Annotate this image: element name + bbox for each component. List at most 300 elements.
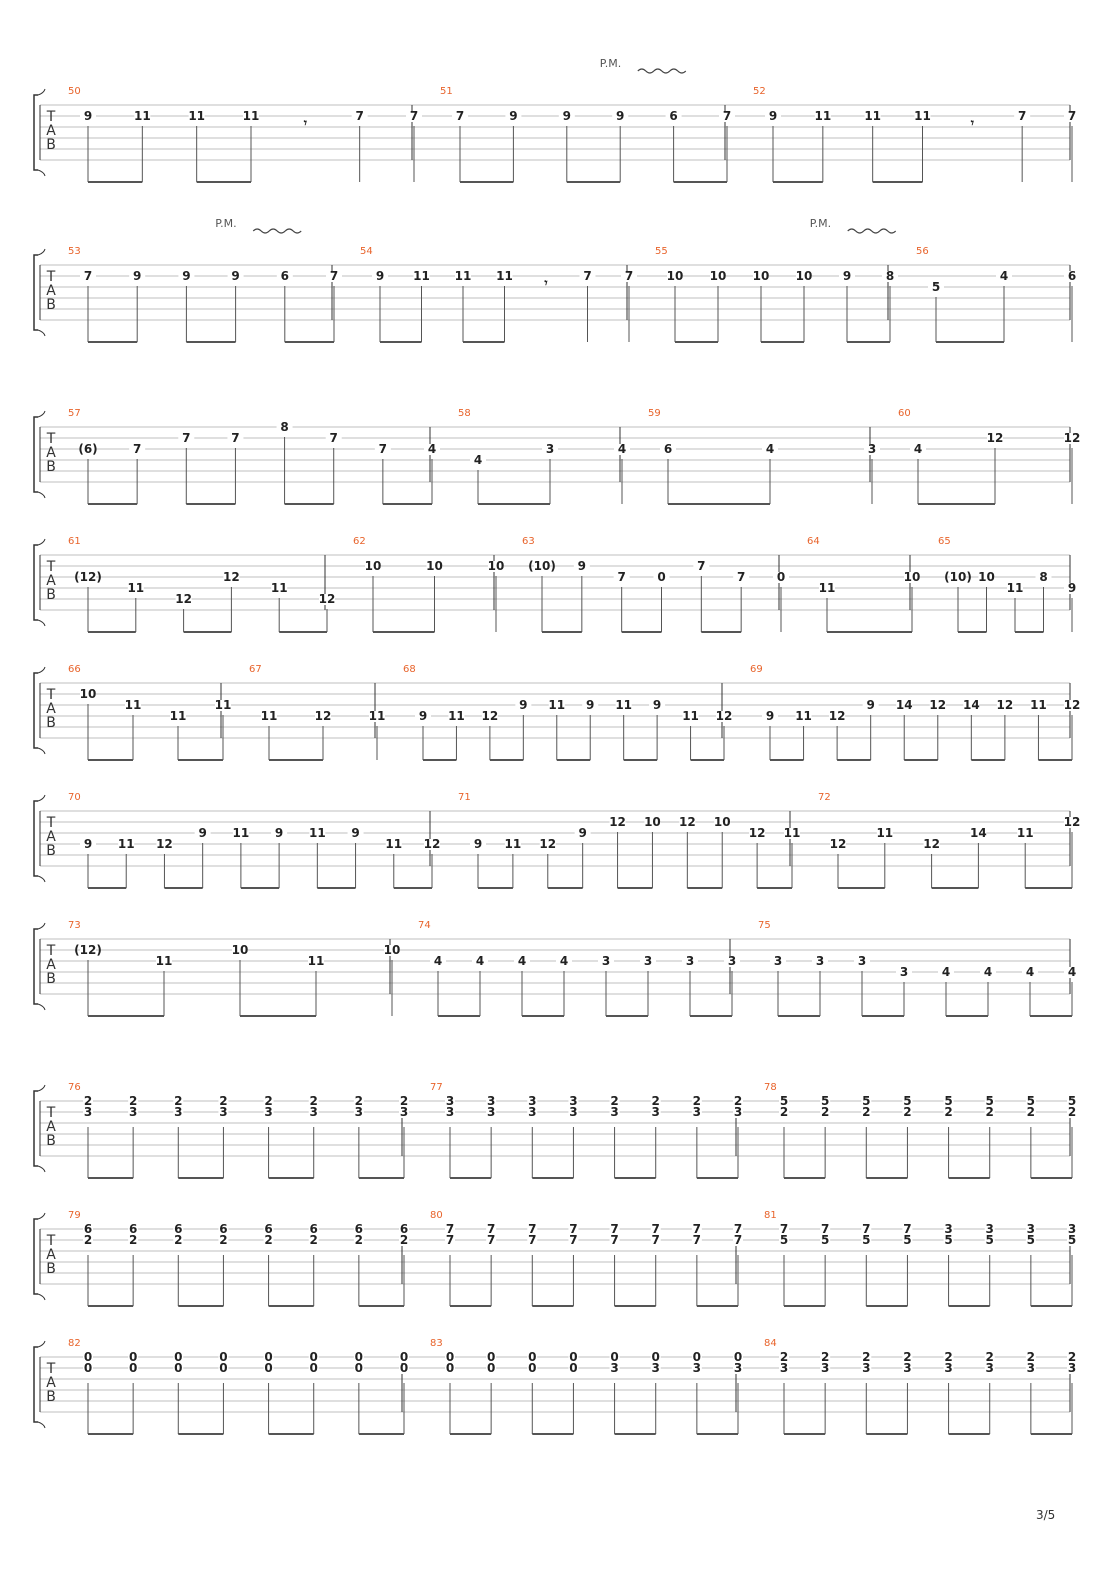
fret-number: 2: [264, 1233, 273, 1247]
fret-number: 10: [231, 943, 249, 957]
fret-number: 3: [651, 1361, 660, 1375]
fret-number: 0: [486, 1361, 496, 1375]
bracket-hook-top: [38, 539, 45, 545]
fret-number: 12: [156, 837, 173, 851]
fret-number: 2: [219, 1094, 228, 1108]
fret-number: 10: [364, 559, 382, 573]
fret-number: 7: [182, 431, 191, 445]
fret-number: 14: [895, 698, 913, 712]
fret-number: 6: [83, 1222, 93, 1236]
fret-number: 2: [944, 1105, 953, 1119]
fret-number: 7: [486, 1233, 496, 1247]
fret-number: 9: [418, 709, 428, 723]
bracket-hook-top: [38, 1341, 45, 1347]
fret-number: 0: [83, 1361, 93, 1375]
fret-number: 3: [83, 1105, 93, 1119]
rest-symbol: 𝄾: [544, 276, 548, 290]
fret-number: 11: [818, 581, 836, 595]
fret-number: 9: [133, 269, 142, 283]
fret-number: 10: [978, 570, 995, 584]
fret-number: 3: [733, 1105, 743, 1119]
measure-number: 50: [68, 86, 81, 97]
fret-number: 5: [862, 1094, 871, 1108]
fret-number: 2: [820, 1105, 830, 1119]
fret-number: 2: [174, 1233, 183, 1247]
fret-number: 10: [426, 559, 443, 573]
fret-number: 3: [1067, 1361, 1077, 1375]
fret-number: 2: [309, 1233, 318, 1247]
fret-number: 9: [652, 698, 662, 712]
fret-number: 5: [944, 1094, 953, 1108]
fret-number: 3: [773, 954, 783, 968]
bracket-hook-bottom: [38, 330, 45, 336]
tab-clef-letter: B: [46, 715, 56, 731]
fret-number: 6: [128, 1222, 138, 1236]
palm-mute-label: P.M.: [599, 57, 622, 70]
fret-number: 0: [309, 1361, 318, 1375]
tab-clef-letter: B: [46, 1133, 56, 1149]
fret-number: 10: [79, 687, 97, 701]
measure-number: 54: [360, 246, 373, 257]
fret-number: 0: [610, 1350, 619, 1364]
fret-number: 10: [795, 269, 813, 283]
fret-number: 12: [314, 709, 332, 723]
fret-number: 12: [829, 837, 847, 851]
palm-mute-wave: [848, 229, 896, 233]
fret-number: 0: [354, 1361, 364, 1375]
fret-number: 7: [378, 442, 388, 456]
fret-number: 6: [669, 109, 678, 123]
fret-number: 12: [748, 826, 766, 840]
rest-symbol: 𝄾: [303, 116, 307, 130]
fret-number: 7: [486, 1222, 496, 1236]
fret-number: 0: [657, 570, 666, 584]
fret-number: 7: [528, 1222, 537, 1236]
fret-number: 11: [385, 837, 403, 851]
fret-number: 11: [133, 109, 151, 123]
tab-system: [34, 664, 1080, 760]
fret-number: 7: [692, 1222, 702, 1236]
fret-number: 2: [903, 1350, 912, 1364]
fret-number: (6): [78, 442, 98, 456]
fret-number: 0: [264, 1361, 273, 1375]
fret-number: 9: [842, 269, 852, 283]
fret-number: 11: [413, 269, 430, 283]
tab-clef-letter: T: [46, 687, 56, 703]
fret-number: 2: [219, 1233, 228, 1247]
fret-number: 3: [815, 954, 825, 968]
fret-number: 0: [83, 1350, 93, 1364]
fret-number: 2: [83, 1094, 93, 1108]
fret-number: 5: [820, 1233, 830, 1247]
fret-number: 7: [624, 269, 634, 283]
measure-number: 73: [68, 920, 81, 931]
fret-number: 7: [455, 109, 465, 123]
fret-number: 6: [399, 1222, 409, 1236]
fret-number: (10): [944, 570, 972, 584]
fret-number: 2: [651, 1094, 660, 1108]
tab-system: [34, 920, 1080, 1016]
fret-number: 3: [309, 1105, 318, 1119]
measure-number: 59: [648, 408, 661, 419]
fret-number: 2: [779, 1350, 789, 1364]
fret-number: 3: [985, 1222, 994, 1236]
fret-number: 6: [280, 269, 289, 283]
fret-number: 4: [475, 954, 485, 968]
fret-number: 7: [1067, 109, 1077, 123]
measure-number: 57: [68, 408, 81, 419]
tab-system: [34, 1082, 1077, 1178]
fret-number: 2: [354, 1094, 364, 1108]
fret-number: 7: [692, 1233, 702, 1247]
tab-clef-letter: B: [46, 1261, 56, 1277]
tab-clef-letter: B: [46, 297, 56, 313]
fret-number: 2: [692, 1094, 702, 1108]
fret-number: 3: [685, 954, 695, 968]
system-bracket: [34, 545, 38, 620]
fret-number: 4: [517, 954, 527, 968]
bracket-hook-top: [38, 89, 45, 95]
fret-number: 11: [814, 109, 832, 123]
fret-number: 9: [866, 698, 875, 712]
fret-number: 11: [124, 698, 142, 712]
system-bracket: [34, 417, 38, 492]
fret-number: 8: [280, 420, 289, 434]
fret-number: 2: [128, 1233, 138, 1247]
fret-number: 5: [985, 1094, 994, 1108]
fret-number: 9: [274, 826, 284, 840]
fret-number: 7: [651, 1233, 660, 1247]
fret-number: 11: [368, 709, 386, 723]
fret-number: 11: [504, 837, 522, 851]
tab-clef-letter: T: [46, 1361, 56, 1377]
fret-number: 3: [733, 1361, 743, 1375]
fret-number: 9: [351, 826, 360, 840]
fret-number: 6: [219, 1222, 228, 1236]
fret-number: 11: [127, 581, 145, 595]
fret-number: 0: [174, 1361, 183, 1375]
bracket-hook-bottom: [38, 492, 45, 498]
system-bracket: [34, 1347, 38, 1422]
fret-number: 12: [423, 837, 441, 851]
tab-system: [34, 536, 1080, 632]
fret-number: 3: [399, 1105, 409, 1119]
fret-number: 0: [174, 1350, 183, 1364]
fret-number: 3: [903, 1361, 912, 1375]
fret-number: 7: [329, 269, 339, 283]
fret-number: 2: [264, 1094, 273, 1108]
fret-number: 12: [828, 709, 846, 723]
fret-number: 3: [601, 954, 611, 968]
fret-number: 3: [867, 442, 877, 456]
fret-number: 11: [783, 826, 801, 840]
fret-number: 2: [862, 1350, 871, 1364]
fret-number: 3: [1026, 1222, 1036, 1236]
tab-clef-letter: B: [46, 971, 56, 987]
fret-number: 12: [175, 592, 192, 606]
fret-number: 7: [617, 570, 626, 584]
fret-number: 2: [779, 1105, 789, 1119]
measure-number: 84: [764, 1338, 777, 1349]
measure-number: 81: [764, 1210, 777, 1221]
fret-number: 2: [903, 1105, 912, 1119]
fret-number: 0: [528, 1361, 537, 1375]
tab-clef-letter: A: [46, 701, 56, 717]
fret-number: 3: [528, 1105, 537, 1119]
fret-number: 5: [1026, 1094, 1036, 1108]
fret-number: 11: [117, 837, 135, 851]
measure-number: 66: [68, 664, 81, 675]
fret-number: 7: [569, 1233, 578, 1247]
fret-number: 7: [355, 109, 364, 123]
fret-number: 3: [528, 1094, 537, 1108]
fret-number: 3: [569, 1105, 578, 1119]
tab-clef-letter: T: [46, 1233, 56, 1249]
fret-number: 3: [486, 1105, 496, 1119]
fret-number: 7: [329, 431, 338, 445]
tab-clef-letter: A: [46, 1247, 56, 1263]
measure-number: 76: [68, 1082, 81, 1093]
fret-number: 0: [651, 1350, 660, 1364]
fret-number: 6: [264, 1222, 273, 1236]
fret-number: 0: [219, 1361, 228, 1375]
tab-clef-letter: B: [46, 137, 56, 153]
fret-number: 7: [733, 1222, 743, 1236]
fret-number: 6: [663, 442, 673, 456]
measure-number: 65: [938, 536, 951, 547]
fret-number: 12: [678, 815, 696, 829]
tab-clef-letter: A: [46, 1119, 56, 1135]
fret-number: 3: [643, 954, 653, 968]
tab-clef-letter: A: [46, 829, 56, 845]
fret-number: 2: [985, 1105, 994, 1119]
fret-number: 9: [1067, 581, 1077, 595]
fret-number: 4: [999, 269, 1009, 283]
fret-number: 4: [1067, 965, 1077, 979]
fret-number: 3: [857, 954, 867, 968]
fret-number: 5: [779, 1094, 789, 1108]
system-bracket: [34, 801, 38, 876]
fret-number: 4: [1025, 965, 1035, 979]
fret-number: 9: [765, 709, 775, 723]
fret-number: 9: [509, 109, 518, 123]
bracket-hook-bottom: [38, 1166, 45, 1172]
fret-number: 12: [986, 431, 1004, 445]
fret-number: 11: [307, 954, 325, 968]
fret-number: 4: [427, 442, 437, 456]
fret-number: 5: [944, 1233, 953, 1247]
fret-number: 3: [610, 1105, 619, 1119]
fret-number: 10: [383, 943, 401, 957]
bracket-hook-top: [38, 411, 45, 417]
fret-number: 11: [1016, 826, 1034, 840]
measure-number: 64: [807, 536, 820, 547]
tab-clef-letter: T: [46, 943, 56, 959]
fret-number: 6: [309, 1222, 318, 1236]
tab-system: [34, 217, 1080, 342]
tab-clef-letter: A: [46, 283, 56, 299]
fret-number: 2: [820, 1350, 830, 1364]
fret-number: 3: [545, 442, 555, 456]
fret-number: 3: [219, 1105, 228, 1119]
measure-number: 62: [353, 536, 366, 547]
measure-number: 67: [249, 664, 262, 675]
fret-number: 3: [174, 1105, 183, 1119]
fret-number: 12: [609, 815, 626, 829]
bracket-hook-top: [38, 667, 45, 673]
system-bracket: [34, 673, 38, 748]
fret-number: 9: [198, 826, 207, 840]
fret-number: 11: [308, 826, 326, 840]
fret-number: 3: [1067, 1222, 1077, 1236]
tab-clef-letter: B: [46, 1389, 56, 1405]
measure-number: 61: [68, 536, 81, 547]
tab-clef-letter: A: [46, 445, 56, 461]
fret-number: 2: [733, 1094, 743, 1108]
fret-number: 11: [1030, 698, 1047, 712]
fret-number: 4: [473, 453, 483, 467]
bracket-hook-top: [38, 1085, 45, 1091]
fret-number: 6: [354, 1222, 364, 1236]
fret-number: 12: [318, 592, 336, 606]
fret-number: 10: [644, 815, 661, 829]
fret-number: 7: [820, 1222, 830, 1236]
measure-number: 78: [764, 1082, 777, 1093]
tab-system: [34, 1210, 1077, 1306]
fret-number: 2: [944, 1350, 953, 1364]
fret-number: 4: [617, 442, 627, 456]
fret-number: 11: [260, 709, 278, 723]
palm-mute-wave: [638, 69, 686, 73]
bracket-hook-bottom: [38, 1004, 45, 1010]
fret-number: 5: [820, 1094, 830, 1108]
measure-number: 68: [403, 664, 416, 675]
system-bracket: [34, 95, 38, 170]
fret-number: 3: [899, 965, 909, 979]
fret-number: 11: [448, 709, 465, 723]
fret-number: 0: [569, 1350, 578, 1364]
tab-system: [34, 408, 1080, 504]
fret-number: 0: [354, 1350, 364, 1364]
fret-number: 7: [697, 559, 706, 573]
measure-number: 51: [440, 86, 453, 97]
fret-number: 11: [914, 109, 931, 123]
fret-number: 9: [616, 109, 625, 123]
fret-number: 7: [445, 1222, 455, 1236]
fret-number: 0: [486, 1350, 496, 1364]
fret-number: 9: [83, 837, 93, 851]
fret-number: 2: [309, 1094, 318, 1108]
fret-number: 10: [709, 269, 727, 283]
fret-number: 7: [83, 269, 93, 283]
bracket-hook-top: [38, 923, 45, 929]
fret-number: 11: [548, 698, 566, 712]
fret-number: 3: [692, 1105, 702, 1119]
tab-clef-letter: T: [46, 109, 56, 125]
fret-number: 2: [399, 1094, 409, 1108]
fret-number: 12: [539, 837, 557, 851]
fret-number: 3: [354, 1105, 364, 1119]
fret-number: 7: [651, 1222, 660, 1236]
page-number: 3/5: [1036, 1508, 1056, 1522]
fret-number: 0: [219, 1350, 228, 1364]
fret-number: 5: [1026, 1233, 1036, 1247]
bracket-hook-top: [38, 1213, 45, 1219]
bracket-hook-bottom: [38, 1294, 45, 1300]
tab-clef-letter: A: [46, 957, 56, 973]
bracket-hook-bottom: [38, 170, 45, 176]
measure-number: 71: [458, 792, 471, 803]
tab-clef-letter: B: [46, 459, 56, 475]
bracket-hook-bottom: [38, 1422, 45, 1428]
fret-number: 10: [713, 815, 731, 829]
tab-system: [34, 792, 1080, 888]
fret-number: 7: [569, 1222, 578, 1236]
fret-number: 3: [985, 1361, 994, 1375]
tab-clef-letter: T: [46, 1105, 56, 1121]
measure-number: 80: [430, 1210, 443, 1221]
fret-number: 7: [1017, 109, 1027, 123]
measure-number: 56: [916, 246, 929, 257]
fret-number: 0: [128, 1361, 138, 1375]
system-bracket: [34, 255, 38, 330]
fret-number: 3: [486, 1094, 496, 1108]
fret-number: 7: [736, 570, 746, 584]
fret-number: 0: [128, 1350, 138, 1364]
fret-number: 0: [528, 1350, 537, 1364]
fret-number: 11: [242, 109, 260, 123]
fret-number: 10: [903, 570, 921, 584]
fret-number: 4: [559, 954, 569, 968]
fret-number: 2: [1067, 1350, 1077, 1364]
fret-number: 6: [1067, 269, 1077, 283]
measure-number: 58: [458, 408, 471, 419]
fret-number: 3: [569, 1094, 578, 1108]
fret-number: 9: [586, 698, 595, 712]
tab-clef-letter: A: [46, 573, 56, 589]
fret-number: 9: [231, 269, 240, 283]
fret-number: 2: [174, 1094, 183, 1108]
fret-number: 9: [578, 826, 587, 840]
fret-number: 11: [496, 269, 513, 283]
fret-number: 0: [445, 1361, 455, 1375]
fret-number: 7: [583, 269, 592, 283]
fret-number: 11: [155, 954, 173, 968]
fret-number: 7: [722, 109, 732, 123]
system-bracket: [34, 1219, 38, 1294]
fret-number: 0: [776, 570, 786, 584]
fret-number: 0: [399, 1350, 409, 1364]
fret-number: 7: [779, 1222, 789, 1236]
fret-number: 3: [727, 954, 737, 968]
bracket-hook-top: [38, 249, 45, 255]
fret-number: 7: [528, 1233, 537, 1247]
fret-number: 2: [399, 1233, 409, 1247]
fret-number: 0: [569, 1361, 578, 1375]
fret-number: 0: [692, 1350, 702, 1364]
fret-number: 6: [174, 1222, 183, 1236]
fret-number: 7: [231, 431, 240, 445]
fret-number: 9: [562, 109, 571, 123]
palm-mute-label: P.M.: [215, 217, 237, 230]
tab-clef-letter: A: [46, 1375, 56, 1391]
bracket-hook-bottom: [38, 876, 45, 882]
measure-number: 75: [758, 920, 771, 931]
fret-number: 11: [270, 581, 288, 595]
fret-number: 7: [132, 442, 142, 456]
fret-number: 0: [309, 1350, 318, 1364]
fret-number: 2: [1026, 1350, 1036, 1364]
